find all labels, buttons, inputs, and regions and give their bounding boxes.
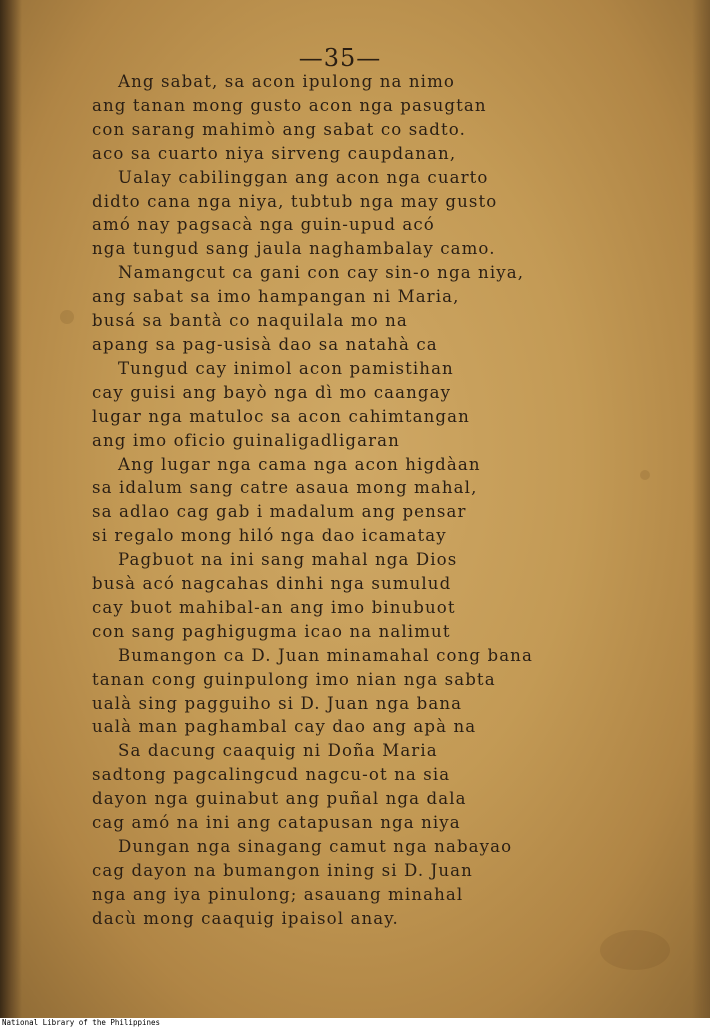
text-line: ualà man paghambal cay dao ang apà na <box>92 717 477 737</box>
paper-stain <box>600 930 670 970</box>
text-line: Ang lugar nga cama nga acon higdàan <box>118 454 481 474</box>
text-line: cag dayon na bumangon ining si D. Juan <box>92 860 473 880</box>
library-credit: National Library of the Philippines <box>2 1018 161 1027</box>
text-line: Dungan nga sinagang camut nga nabayao <box>118 837 513 856</box>
text-line: ualà sing pagguiho si D. Juan nga bana <box>92 693 463 713</box>
text-line: Tungud cay inimol acon pamistihan <box>118 358 454 378</box>
text-line: ang sabat sa imo hampangan ni Maria, <box>92 287 460 307</box>
text-line: aco sa cuarto niya sirveng caupdanan, <box>92 143 457 163</box>
text-line: lugar nga matuloc sa acon cahimtangan <box>92 406 470 426</box>
text-line: cay guisi ang bayò nga dì mo caangay <box>92 382 452 402</box>
text-line: Bumangon ca D. Juan minamahal cong bana <box>118 645 533 665</box>
text-line: dayon nga guinabut ang puñal nga dala <box>92 789 467 809</box>
text-line: Ualay cabilinggan ang acon nga cuarto <box>118 167 489 187</box>
page-binding-shadow <box>0 0 22 1018</box>
text-line: apang sa pag-usisà dao sa natahà ca <box>92 334 438 354</box>
text-line: sadtong pagcalingcud nagcu-ot na sia <box>92 765 451 785</box>
text-line: busá sa bantà co naquilala mo na <box>92 311 408 331</box>
text-line: Namangcut ca gani con cay sin-o nga niya, <box>118 263 525 283</box>
text-line: ang tanan mong gusto acon nga pasugtan <box>92 95 487 115</box>
text-line: Sa dacung caaquig ni Doña Maria <box>118 741 438 761</box>
text-line: didto cana nga niya, tubtub nga may gusto <box>92 191 498 211</box>
text-line: Ang sabat, sa acon ipulong na nimo <box>118 72 456 91</box>
text-line: sa adlao cag gab i madalum ang pensar <box>92 502 467 522</box>
text-line: con sarang mahimò ang sabat co sadto. <box>92 119 466 139</box>
text-line: cay buot mahibal-an ang imo binubuot <box>92 597 456 617</box>
poem-text <box>92 70 652 931</box>
text-line: Pagbuot na ini sang mahal nga Dios <box>118 550 458 570</box>
text-line: sa idalum sang catre asaua mong mahal, <box>92 478 478 498</box>
footer <box>0 1018 710 1028</box>
text-line: cag amó na ini ang catapusan nga niya <box>92 813 461 833</box>
text-line: nga ang iya pinulong; asauang minahal <box>92 884 464 904</box>
page-edge-shadow <box>692 0 710 1018</box>
text-line: con sang paghigugma icao na nalimut <box>92 621 451 641</box>
text-line: si regalo mong hiló nga dao icamatay <box>92 526 447 546</box>
text-line: tanan cong guinpulong imo nian nga sabta <box>92 669 496 689</box>
text-line: dacù mong caaquig ipaisol anay. <box>92 908 399 928</box>
text-line: amó nay pagsacà nga guin-upud acó <box>92 215 435 235</box>
text-line: nga tungud sang jaula naghambalay camo. <box>92 239 496 259</box>
paper-stain <box>60 310 74 324</box>
text-line: busà acó nagcahas dinhi nga sumulud <box>92 574 452 594</box>
text-line: ang imo oficio guinaligadligaran <box>92 430 400 450</box>
page-number: —35— <box>298 44 382 72</box>
